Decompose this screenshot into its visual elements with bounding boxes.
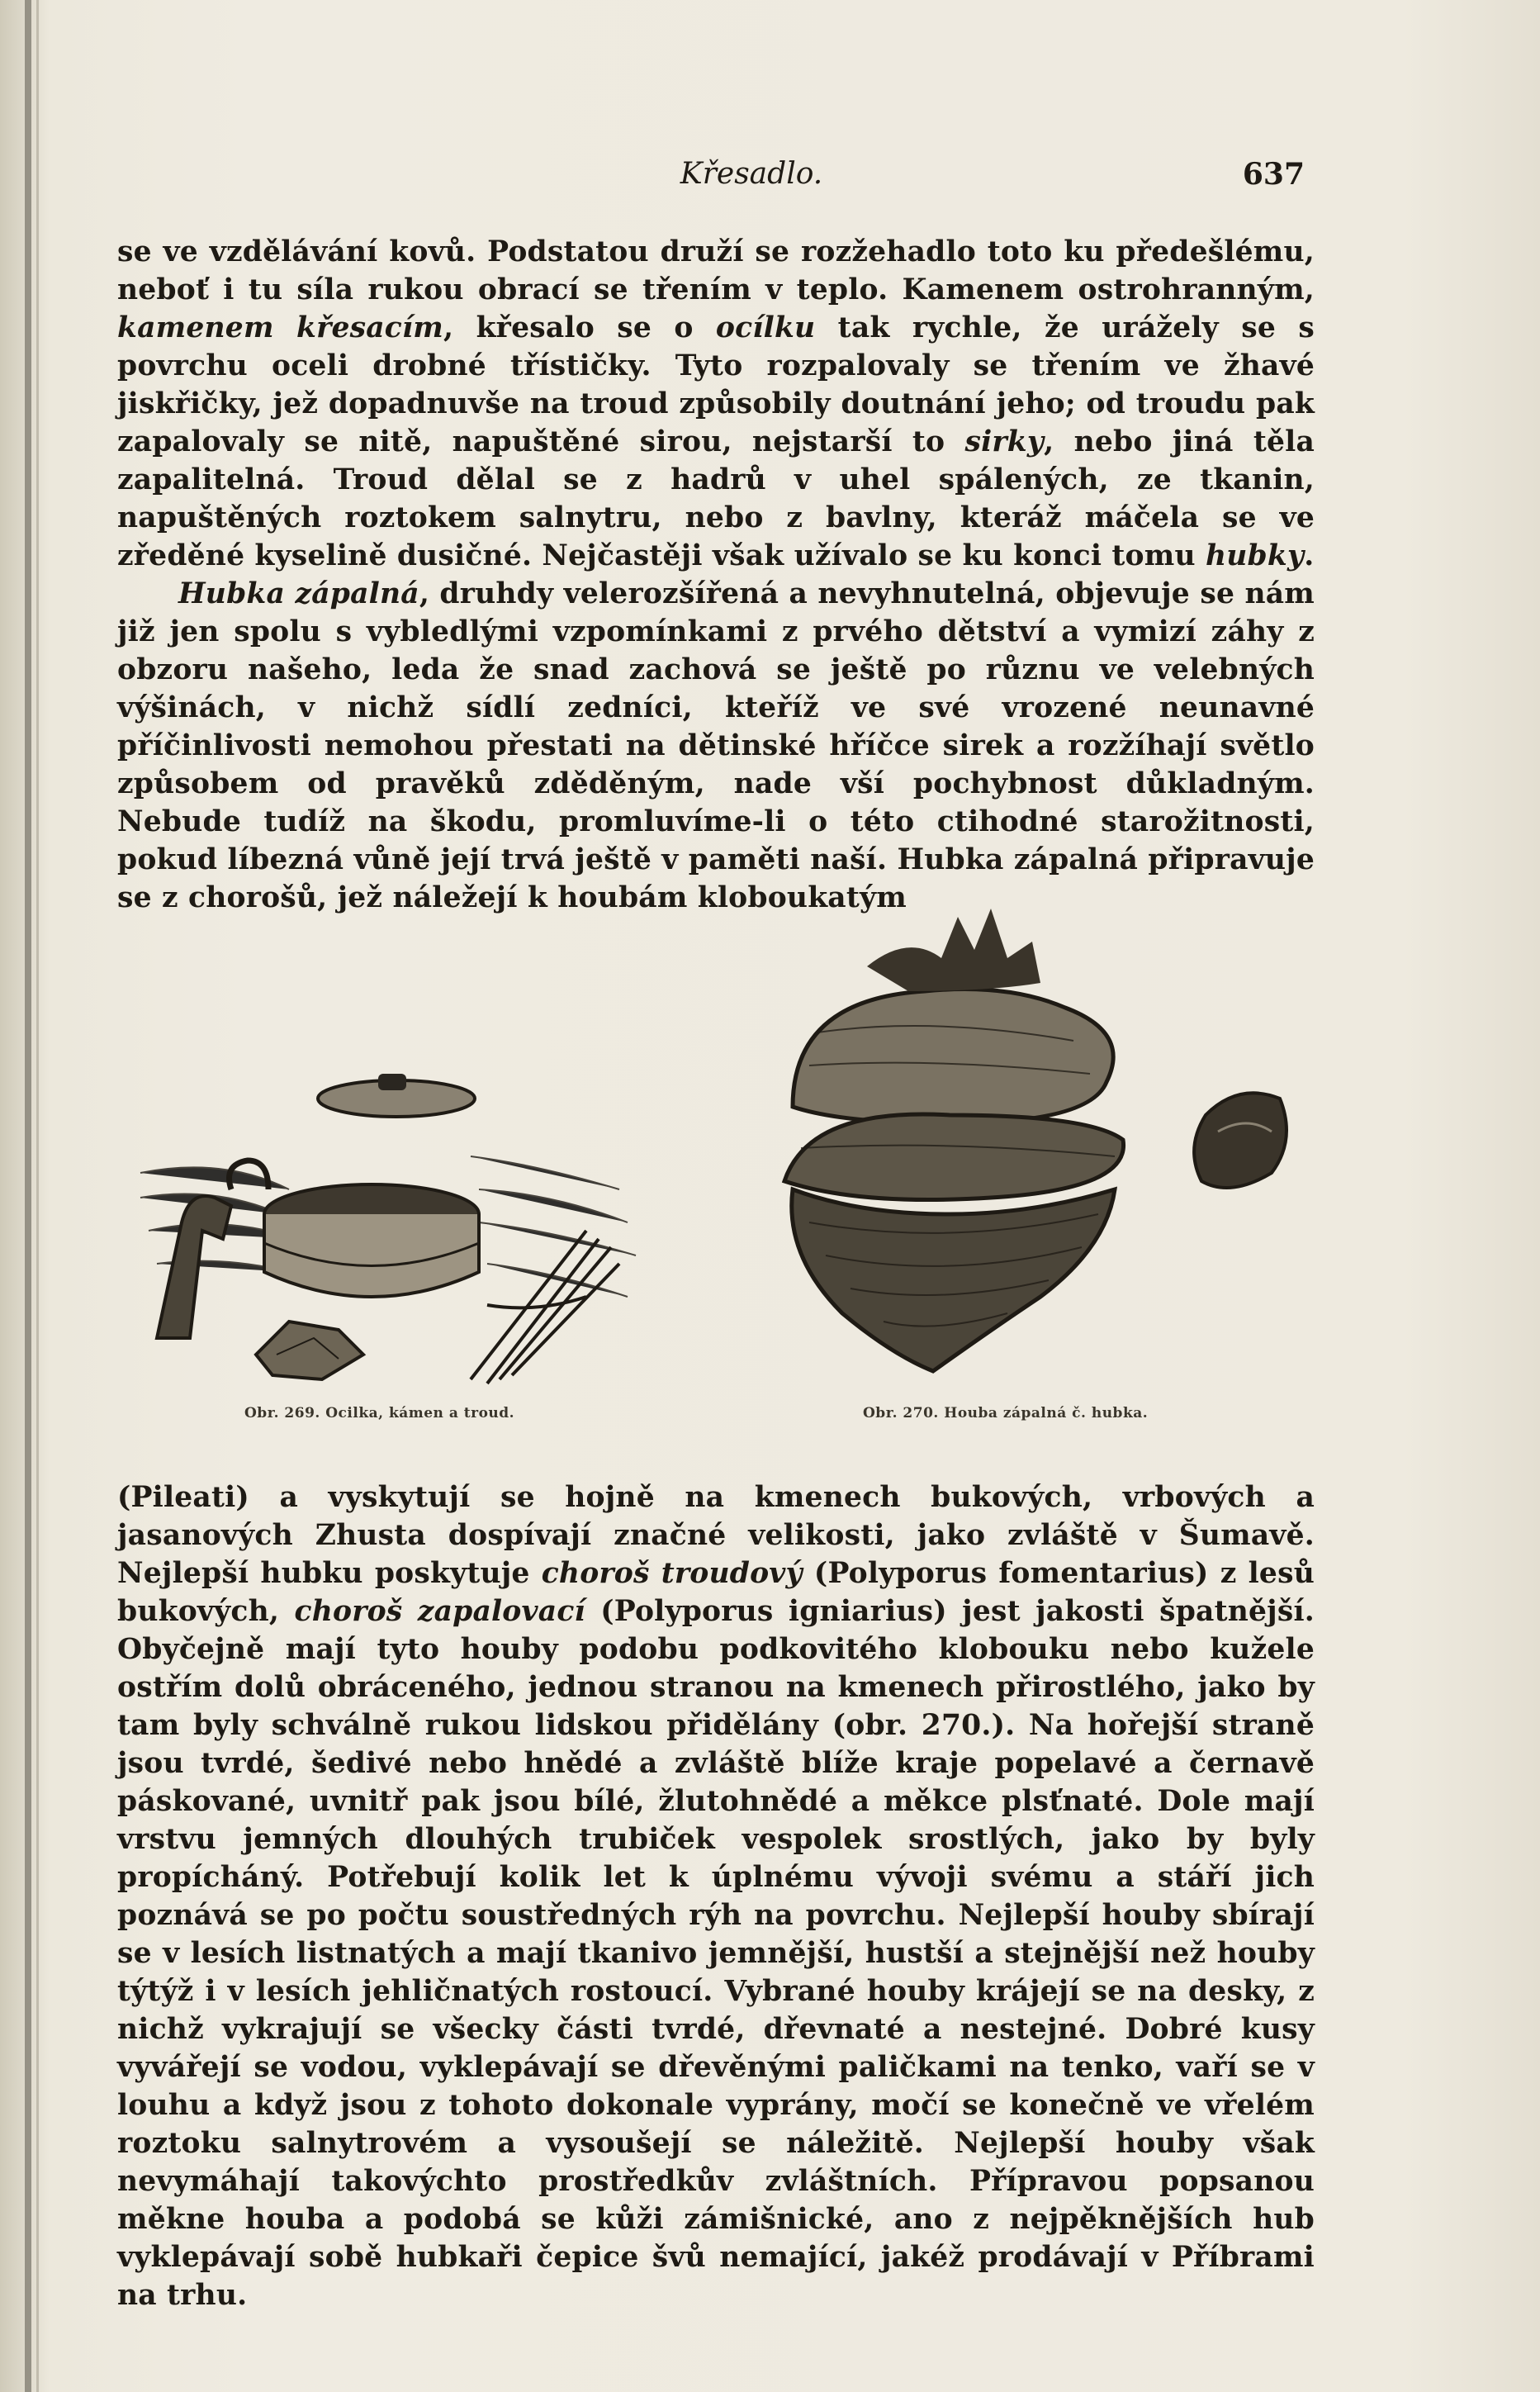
text-block-bottom bbox=[117, 1478, 1315, 2314]
paragraph bbox=[117, 233, 1315, 575]
italic-term: hubky bbox=[1205, 539, 1305, 572]
text-run: tak rychle, že urážely se s povrchu oceli drobné třístičky. Tyto rozpalovaly se třením ve žhavé jiskřičky, jež dopadnuvše na troud způsobily doutnání jeho; od troudu pak zapalovaly se nitě, napuštěné sirou, nejstarší to bbox=[117, 311, 1315, 458]
text-block-top bbox=[117, 233, 1315, 917]
text-run: , nebo jiná těla zapalitelná. Troud dělal se z hadrů v uhel spálených, ze tkanin, napuštěných roztokem salnytru, nebo z bavlny, kteráž máčela se ve zředěné kyselině dusičné. Nejčastěji však užívalo se ku konci tomu bbox=[117, 425, 1315, 572]
text-run: se ve vzdělávání kovů. Podstatou druží se rozžehadlo toto ku předešlému, neboť i tu síla rukou obrací se třením v teplo. Kamenem ostrohranným, bbox=[117, 235, 1315, 306]
italic-term: choroš zapalovací bbox=[294, 1595, 585, 1628]
book-spine-shadow bbox=[25, 0, 31, 2392]
italic-term: choroš troudový bbox=[541, 1557, 803, 1590]
italic-term: Hubka zápalná bbox=[178, 577, 419, 610]
text-run: (Polyporus fomentarius) z lesů bukových, bbox=[117, 1557, 1315, 1628]
running-title: Křesadlo. bbox=[680, 157, 823, 191]
figure-269-drawing bbox=[124, 991, 652, 1396]
figure-269-caption: Obr. 269. Ocilka, kámen a troud. bbox=[244, 1405, 515, 1421]
italic-term: kamenem křesacím bbox=[117, 311, 444, 344]
text-run: , křesalo se o bbox=[443, 311, 716, 344]
text-run: , druhdy velerozšířená a nevyhnutelná, objevuje se nám již jen spolu s vybledlými vzpomínkami z prvého dětství a vymizí záhy z obzoru našeho, leda že snad zachová se ještě po různu ve velebných výšinách, v nichž sídlí zedníci, kteříž ve své vrozené neunavné příčinlivosti nemohou přestati na dětinské hříčce sirek a rozžíhají světlo způsobem od pravěků zděděným, nade vší pochybnost důkladným. Nebude tudíž na škodu, promluvíme-li o této ctihodné starožitnosti, pokud líbezná vůně její trvá ještě v paměti naší. Hubka zápalná připravuje se z chorošů, jež náležejí k houbám kloboukatým bbox=[117, 577, 1315, 914]
italic-term: ocílku bbox=[715, 311, 816, 344]
figure-269-illustration bbox=[124, 991, 652, 1396]
text-run: (Pileati) a vyskytují se hojně na kmenech bukových, vrbových a jasanových Zhusta dospívají značné velikosti, jako zvláště v Šumavě. Nejlepší hubku poskytuje bbox=[117, 1481, 1315, 1590]
figure-270-caption: Obr. 270. Houba zápalná č. hubka. bbox=[863, 1405, 1149, 1421]
figure-270-illustration bbox=[743, 867, 1338, 1396]
text-run: (Polyporus igniarius) jest jakosti špatnější. Obyčejně mají tyto houby podobu podkovitého klobouku nebo kužele ostřím dolů obráceného, jednou stranou na kmenech přirostlého, jako by tam byly schválně rukou lidskou přidělány (obr. 270.). Na hořejší straně jsou tvrdé, šedivé nebo hnědé a zvláště blíže kraje popelavé a černavě páskované, uvnitř pak jsou bílé, žlutohnědé a měkce plsťnaté. Dole mají vrstvu jemných dlouhých trubiček vespolek srostlých, jako by byly propícháný. Potřebují kolik let k úplnému vývoji svému a stáří jich poznává se po počtu soustředných rýh na povrchu. Nejlepší houby sbírají se v lesích listnatých a mají tkanivo jemnější, hustší a stejnější než houby týtýž i v lesích jehličnatých rostoucí. Vybrané houby krájejí se na desky, z nichž vykrajují se všecky části tvrdé, dřevnaté a nestejné. Dobré kusy vyvářejí se vodou, vyklepávají se dřevěnými paličkami na tenko, vaří se v louhu a když jsou z tohoto dokonale vyprány, močí se konečně ve vřelém roztoku salnytrovém a vysoušejí se náležitě. Nejlepší houby však nevymáhají takovýchto prostředkův zvláštních. Přípravou popsanou měkne houba a podobá se kůži zámišnické, ano z nejpěknějších hub vyklepávají sobě hubkaři čepice švů nemající, jakéž prodávají v Příbrami na trhu. bbox=[117, 1595, 1315, 2312]
paragraph bbox=[117, 575, 1315, 917]
paragraph bbox=[117, 1478, 1315, 2314]
italic-term: sirky bbox=[964, 425, 1045, 458]
figure-270-drawing bbox=[743, 867, 1338, 1396]
page-number: 637 bbox=[1242, 157, 1305, 192]
text-run: . bbox=[1304, 539, 1315, 572]
book-spine-edge bbox=[36, 0, 39, 2392]
